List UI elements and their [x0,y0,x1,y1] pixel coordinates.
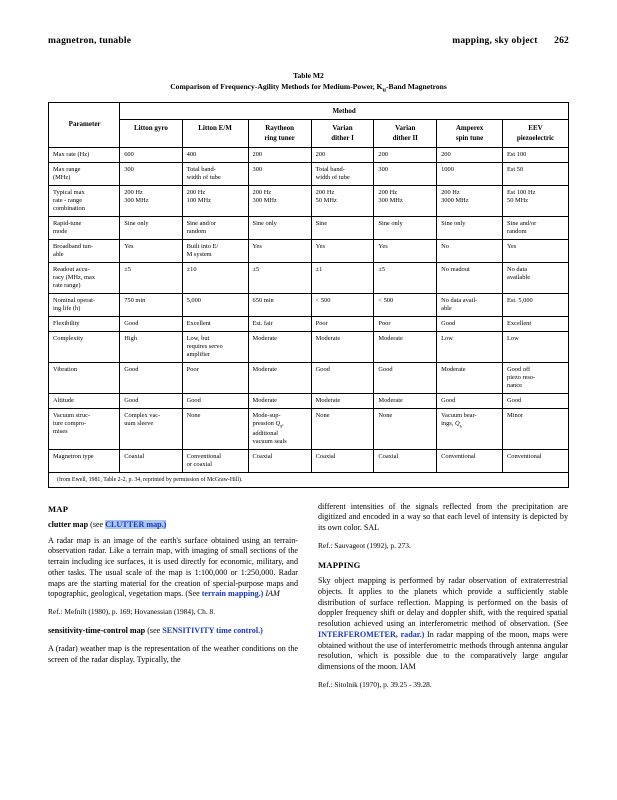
table-caption-post: -Band Magnetrons [385,82,447,91]
table-row-label: Broadband tun- able [49,239,120,262]
table-cell: Low [503,331,569,362]
table-cell: ±5 [120,262,182,293]
table-cell: 300 [248,162,311,185]
paragraph-radar-map-tail: IAM [263,589,280,599]
table-cell: 200 [311,147,374,162]
table-cell: Poor [311,316,374,331]
table-cell: Est. fair [248,316,311,331]
link-sensitivity-time-control[interactable]: SENSITIVITY time control.) [162,626,263,636]
table-cell: 200 [437,147,503,162]
table-cell: 200 Hz 300 MHz [248,185,311,216]
table-row-label: Readout accu- racy (MHz, max rate range) [49,262,120,293]
running-head [48,0,569,46]
table-header-parameter: Parameter [49,102,120,147]
table-cell: Total band- width of tube [311,162,374,185]
table-row [49,316,569,331]
table-cell: ±1 [311,262,374,293]
body-columns [48,502,569,699]
running-head-right-text: mapping, sky object [452,36,538,46]
table-cell: Sine and/or random [182,216,248,239]
table-cell: Complex vac- uum sleeve [120,408,182,449]
table-cell: Mode-sup- pression $Q_s$, additional vacuum seals [248,408,311,449]
paragraph-weather-map-continued: different intensities of the signals reflected from the precipitation are digitized and encoded in a way so that each level of intensity is depicted by its own color. SAL [318,501,568,533]
entry-clutter-map [48,520,298,531]
table-cell: 300 [374,162,437,185]
paragraph-sky-tail: In radar mapping of the moon, maps were obtained without the use of interferometric methods through antenna angular resolution, which is possible due to the comparatively large angular dimensions of the moon. IAM [318,629,568,672]
section-heading-mapping: MAPPING [318,559,361,570]
table-cell: 200 Hz 100 MHz [182,185,248,216]
table-cell: Low, but requires servo amplifier [182,331,248,362]
table-cell: < 500 [311,293,374,316]
table-cell: None [182,408,248,449]
table-cell: Coaxial [120,449,182,472]
table-row-label: Rapid-tune mode [49,216,120,239]
table-cell: Minor [503,408,569,449]
table-cell: Sine [311,216,374,239]
entry-term-clutter-map: clutter map [48,519,89,529]
table-header-method: Method [120,102,569,120]
reference-2: Ref.: Sauvageot (1992), p. 273. [318,540,411,550]
table-column-header: EEV piezoelectric [503,120,569,147]
table-label: Table M2 [293,71,324,80]
table-cell: High [120,331,182,362]
table-cell: 300 [120,162,182,185]
table-cell: Excellent [182,316,248,331]
table-cell: Good [120,316,182,331]
table-cell: 400 [182,147,248,162]
table-cell: Good [374,362,437,393]
table-column-header: Raytheon ring tuner [248,120,311,147]
table-row [49,393,569,408]
table-cell: Yes [503,239,569,262]
table-cell: 200 [248,147,311,162]
table-row [49,262,569,293]
table-cell: Vacuum bear- ings, $Q_s$ [437,408,503,449]
table-cell: None [311,408,374,449]
table-cell: Low [437,331,503,362]
table-row-label: Nominal operat- ing life (h) [49,293,120,316]
table-cell: No [437,239,503,262]
table-header-row-1 [49,102,569,120]
table-cell: Sine only [374,216,437,239]
table-cell: ±10 [182,262,248,293]
table-cell: Yes [311,239,374,262]
table-row [49,162,569,185]
table-cell: Moderate [311,393,374,408]
table-row-label: Typical max rate - range combination [49,185,120,216]
table-row-label: Vacuum struc- ture compro- mises [49,408,120,449]
table-cell: Good [120,362,182,393]
table-cell: Conventional [503,449,569,472]
table-cell: No data avail- able [437,293,503,316]
table-cell: ±5 [248,262,311,293]
table-cell: 600 [120,147,182,162]
table-cell: Yes [374,239,437,262]
table-cell: No readout [437,262,503,293]
table-source-note: (from Ewell, 1981, Table 2-2, p. 34, reprinted by permission of McGraw-Hill). [48,473,569,488]
table-cell: Coaxial [248,449,311,472]
table-row [49,362,569,393]
table-cell: 200 Hz 3000 MHz [437,185,503,216]
table-row [49,147,569,162]
page-number: 262 [554,36,569,46]
link-terrain-mapping[interactable]: terrain mapping.) [201,589,264,599]
table-cell: Moderate [374,331,437,362]
paragraph-weather-map: A (radar) weather map is the representation of the weather conditions on the screen of the radar display. Typically, the [48,643,298,664]
table-cell: Yes [248,239,311,262]
table-cell: None [374,408,437,449]
table-cell: Moderate [248,331,311,362]
table-header-row-2 [49,120,569,147]
see-label-1: (see [90,519,104,529]
table-cell: Good [120,393,182,408]
table-row-label: Magnetron type [49,449,120,472]
table-column-header: Varian dither II [374,120,437,147]
table-cell: Est. 5,000 [503,293,569,316]
table-cell: Est 100 Hz 50 MHz [503,185,569,216]
table-cell: Moderate [248,393,311,408]
table-cell: Sine only [437,216,503,239]
table-cell: ±5 [374,262,437,293]
table-caption-sub: u [382,86,386,94]
table-cell: Conventional [437,449,503,472]
table-cell: Conventional or coaxial [182,449,248,472]
table-cell: Est 50 [503,162,569,185]
table-cell: 200 Hz 300 MHz [374,185,437,216]
table-caption-pre: Comparison of Frequency-Agility Methods for Medium-Power, K [170,82,383,91]
table-row [49,331,569,362]
table-cell: Coaxial [374,449,437,472]
table-cell: Built into E/ M system [182,239,248,262]
left-column [48,502,298,699]
table-cell: Moderate [248,362,311,393]
running-head-left: magnetron, tunable [48,36,132,46]
entry-stc-map [48,626,298,637]
table-row [49,239,569,262]
table-cell: 200 Hz 50 MHz [311,185,374,216]
table-column-header: Varian dither I [311,120,374,147]
paragraph-radar-map-text: A radar map is an image of the earth's surface obtained using an terrain-observation radar. Like a terrain map, with imaging of small sections of the terrain including ice surfaces, it is used directly for economic, military, and other tasks. The usual scale of the map is 1:100,000 or 1:250,000. Radar maps are the starting material for the creation of special-purpose maps and topographic, geological, vegetation maps. (See [48,535,298,599]
table-cell: Good [182,393,248,408]
table-row [49,216,569,239]
reference-1: Ref.: Mefnilt (1980), p. 169; Hovanessian (1984), Ch. 8. [48,607,216,617]
table-caption [48,81,569,95]
table-column-header: Litton E/M [182,120,248,147]
table-cell: Poor [374,316,437,331]
table-column-header: Amperex spin tune [437,120,503,147]
paragraph-sky-object-mapping [318,576,568,673]
table-row [49,449,569,472]
table-row [49,185,569,216]
table-row-label: Vibration [49,362,120,393]
link-interferometer-radar[interactable]: INTERFEROMETER, radar.) [318,629,425,639]
table-cell: Yes [120,239,182,262]
table-cell: Moderate [311,331,374,362]
table-cell: Moderate [374,393,437,408]
table-row-label: Max rate (Hz) [49,147,120,162]
table-cell: Total band- width of tube [182,162,248,185]
comparison-table [48,102,569,473]
table-cell: 1000 [437,162,503,185]
table-row [49,293,569,316]
table-cell: No data available [503,262,569,293]
table-row-label: Complexity [49,331,120,362]
right-column [318,502,568,699]
table-cell: Poor [182,362,248,393]
table-cell: Est 100 [503,147,569,162]
table-row [49,408,569,449]
table-cell: 5,000 [182,293,248,316]
table-cell: 650 min [248,293,311,316]
table-row-label: Flexibility [49,316,120,331]
section-heading-map: MAP [48,503,69,514]
table-cell: 750 min [120,293,182,316]
table-row-label: Altitude [49,393,120,408]
table-cell: Sine and/or random [503,216,569,239]
table-cell: Good [311,362,374,393]
table-cell: Moderate [437,362,503,393]
table-cell: 200 [374,147,437,162]
table-cell: 200 Hz 300 MHz [120,185,182,216]
table-cell: < 500 [374,293,437,316]
table-cell: Good [437,393,503,408]
table-cell: Coaxial [311,449,374,472]
table-cell: Good [437,316,503,331]
see-label-2: (see [147,626,161,636]
table-cell: Good [503,393,569,408]
table-column-header: Litton gyro [120,120,182,147]
table-cell: Good off piezo reso- nance [503,362,569,393]
link-clutter-map[interactable]: CLUTTER map.) [105,519,167,529]
reference-3: Ref.: Sitolnik (1970), p. 39.25 - 39.28. [318,679,432,689]
paragraph-sky-text: Sky object mapping is performed by radar observation of extraterrestrial objects. It applies to the planets which provide a sufficiently stable distribution of surface reflection. Mapping is performed on the basis of doppler frequency shift or delay and doppler shift, with the required spatial resolution achieved using an interferometric method of observation. (See [318,576,568,629]
table-row-label: Max range (MHz) [49,162,120,185]
table-m2-block [48,70,569,488]
table-cell: Excellent [503,316,569,331]
paragraph-radar-map [48,536,298,601]
table-cell: Sine only [248,216,311,239]
running-head-right [452,36,569,46]
table-cell: Sine only [120,216,182,239]
entry-term-stc-map: sensitivity-time-control map [48,626,146,636]
